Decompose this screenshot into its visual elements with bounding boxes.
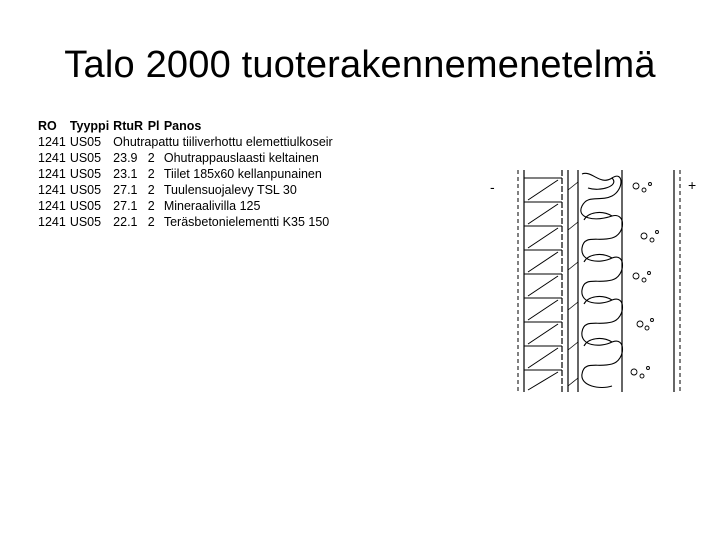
cell-tyyppi: US05 bbox=[69, 183, 102, 197]
mineral-wool-layer bbox=[581, 173, 623, 387]
wall-section-diagram bbox=[484, 160, 704, 395]
cell-ro: 1241 bbox=[38, 167, 66, 181]
wind-barrier-hatch bbox=[568, 182, 578, 386]
cell-ro: 1241 bbox=[38, 199, 66, 213]
table-row bbox=[38, 214, 337, 230]
cell-tyyppi: US05 bbox=[69, 151, 102, 165]
cell-tyyppi: US05 bbox=[69, 167, 102, 181]
cell-rtur: 27.1 bbox=[113, 183, 138, 197]
table-row bbox=[38, 150, 337, 166]
cell-tyyppi: US05 bbox=[69, 135, 102, 149]
table-row bbox=[38, 198, 337, 214]
table-group-row bbox=[38, 134, 337, 150]
cell-pl: 2 bbox=[147, 167, 155, 181]
cell-rtur: 23.1 bbox=[113, 167, 138, 181]
interior-plus-label: + bbox=[688, 177, 697, 193]
cell-panos: Tiilet 185x60 kellanpunainen bbox=[163, 167, 322, 181]
cell-pl: 2 bbox=[147, 199, 155, 213]
cell-pl: 2 bbox=[147, 215, 155, 229]
mineral-wool-layer-2 bbox=[584, 178, 614, 346]
cell-panos: Teräsbetonielementti K35 150 bbox=[163, 215, 330, 229]
cell-tyyppi: US05 bbox=[69, 215, 102, 229]
cell-rtur: 23.9 bbox=[113, 151, 138, 165]
header-tyyppi: Tyyppi bbox=[69, 119, 110, 133]
header-pl: Pl bbox=[147, 119, 160, 133]
table-row bbox=[38, 182, 337, 198]
structure-table bbox=[38, 118, 337, 230]
brick-layer bbox=[524, 178, 562, 390]
table-row bbox=[38, 166, 337, 182]
cell-pl: 2 bbox=[147, 151, 155, 165]
cell-panos: Ohutrappauslaasti keltainen bbox=[163, 151, 319, 165]
cell-ro: 1241 bbox=[38, 135, 66, 149]
cell-ro: 1241 bbox=[38, 151, 66, 165]
cell-tyyppi: US05 bbox=[69, 199, 102, 213]
header-ro: RO bbox=[38, 119, 57, 133]
header-rtur: RtuR bbox=[113, 119, 144, 133]
cell-pl: 2 bbox=[147, 183, 155, 197]
cell-panos: Tuulensuojalevy TSL 30 bbox=[163, 183, 297, 197]
header-panos: Panos bbox=[163, 119, 202, 133]
cell-ro: 1241 bbox=[38, 215, 66, 229]
slide-title: Talo 2000 tuoterakennemenetelmä bbox=[64, 44, 656, 86]
table-header-row bbox=[38, 118, 337, 134]
cell-ro: 1241 bbox=[38, 183, 66, 197]
exterior-minus-label: - bbox=[490, 179, 495, 195]
concrete-layer bbox=[631, 183, 659, 379]
cell-rtur: 22.1 bbox=[113, 215, 138, 229]
cell-panos: Mineraalivilla 125 bbox=[163, 199, 261, 213]
cell-rtur: 27.1 bbox=[113, 199, 138, 213]
cell-panos: Ohutrapattu tiiliverhottu elemettiulkoseir bbox=[113, 135, 333, 149]
